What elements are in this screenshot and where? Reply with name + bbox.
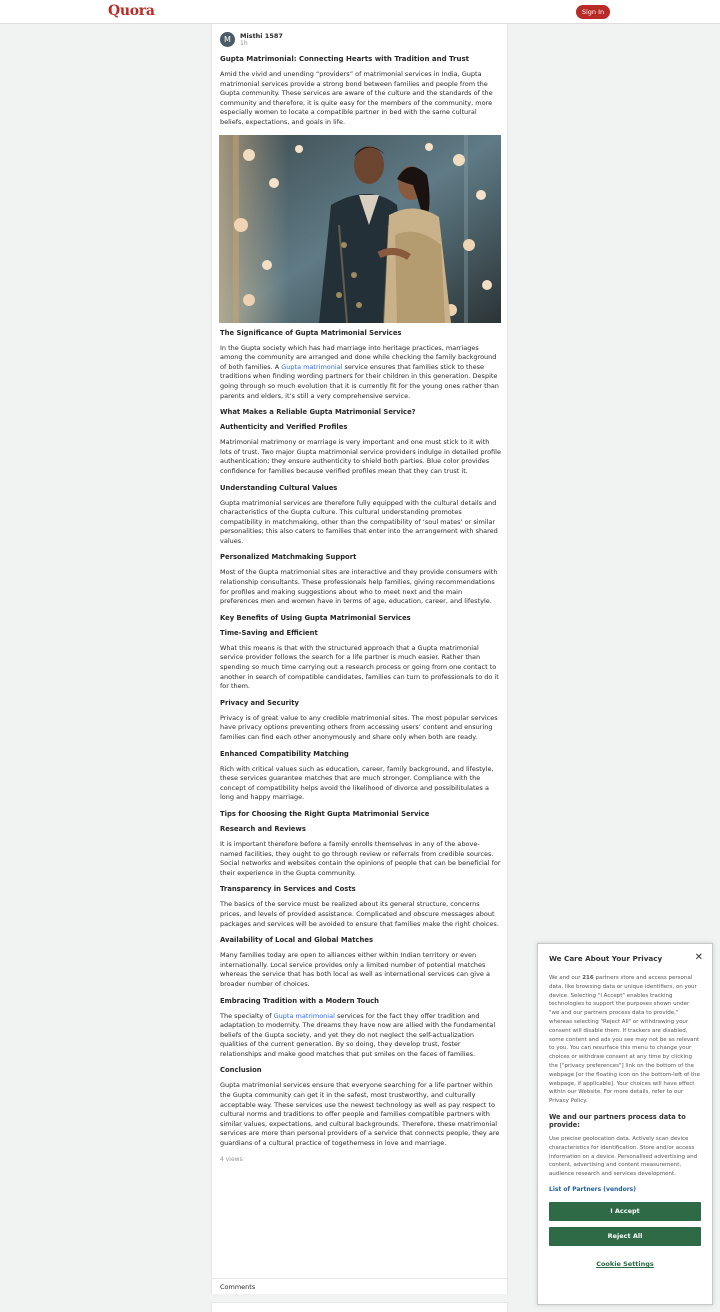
heading-benefits: Key Benefits of Using Gupta Matrimonial Services xyxy=(220,613,411,622)
heading-reliable: What Makes a Reliable Gupta Matrimonial Service? xyxy=(220,408,416,417)
cultural-values-paragraph: Gupta matrimonial services are therefore fully equipped with the cultural details and characteristics of the Gupta culture. This cultural understanding promotes compatibility in matchmaking, other than the compatibility of ‘soul mates’ or similar personalities; this also caters to families that enter into the arrangement with shared values. xyxy=(220,498,498,545)
conclusion-paragraph: Gupta matrimonial services ensure that everyone searching for a life partner within the Gupta community can get it in the safest, most trustworthy, and culturally acceptable way. These services use the newest technology as well as pay respect to cultural norms and traditions to offer people and families compatible partners with similar values, expectations, and cultural backgrounds. Therefore, these matrimonial services are more than personal providers of a service that connects people, they are guardians of a cultural practice of togetherness in love and marriage. xyxy=(220,1081,500,1148)
author-block xyxy=(220,32,283,48)
transparency-paragraph: The basics of the service must be realized about its general structure, concerns prices, and levels of provided assistance. Complicated and obscure messages about packages and services will be avoided to ensure that families make the right choices. xyxy=(220,900,499,928)
process-subtitle: We and our partners process data to provide: xyxy=(549,1112,686,1130)
process-description: Use precise geolocation data. Actively scan device characteristics for identification. Store and/or access information on a device. Personalised advertising and content, advertising and content measurement, audience research and services development. xyxy=(549,1135,698,1178)
answer-card xyxy=(211,24,508,1294)
top-bar xyxy=(0,0,720,24)
gupta-matrimonial-link[interactable]: Gupta matrimonial xyxy=(281,362,343,371)
heading-conclusion: Conclusion xyxy=(220,1066,262,1075)
partners-count: 216 xyxy=(582,975,594,981)
heading-authenticity: Authenticity and Verified Profiles xyxy=(220,423,348,432)
intro-paragraph: Amid the vivid and unending “providers” of matrimonial services in India, Gupta matrimonial services provide a strong bond between families and people from the Gupta community. These services are aware of the culture and the standards of the community and therefore, it is quite easy for the members of the community, more especially women to locate a compatible partner in bed with the same cultural beliefs, expectations, and goals in life. xyxy=(220,70,493,126)
authenticity-paragraph: Matrimonial matrimony or marriage is very important and one must stick to it with lots of trust. Two major Gupta matrimonial service providers indulge in detailed profile authentication; they ensure authenticity to shield both parties. Blue color provides confidence for families because verified profiles mean that they can trust it. xyxy=(220,438,501,475)
post-time[interactable]: 1h xyxy=(240,40,248,47)
privacy-title: We Care About Your Privacy xyxy=(549,954,663,963)
privacy-security-paragraph: Privacy is of great value to any credible matrimonial sites. The most popular services have privacy options preventing others from accessing users’ content and ensuring families can find each other anonymously and share only when both are ready. xyxy=(220,713,498,741)
significance-paragraph xyxy=(220,344,502,402)
significance-text-a: In the Gupta society which has had marriage into heritage practices, marriages among the community are arranged and done while checking the family background of both families. A xyxy=(220,343,497,371)
close-icon[interactable]: ✕ xyxy=(694,952,703,963)
cookie-settings-button[interactable]: Cookie Settings xyxy=(596,1259,654,1268)
heading-embracing: Embracing Tradition with a Modern Touch xyxy=(220,996,380,1005)
comments-button[interactable]: Comments xyxy=(212,1278,507,1294)
significance-text-b: service ensures that families stick to these traditions when finding wording partners for their children in this generation. Despite going through so much evolution that it is currently fit for the young ones rather than parents and elders, it’s still a very comprehensive service. xyxy=(220,362,499,400)
embracing-text-b: services for the fact they offer tradition and adaptation to modernity. The dreams they have now are allied with the fundamental beliefs of the Gupta society, and yet they do not neglect the self-actualization qualities of the current generation. By so doing, they develop trust, foster relationships and make good matches that put smiles on the faces of families. xyxy=(220,1011,496,1058)
avatar[interactable]: M xyxy=(220,32,235,47)
reject-all-button[interactable]: Reject All xyxy=(549,1227,701,1246)
embracing-paragraph xyxy=(220,1012,502,1060)
heading-transparency: Transparency in Services and Costs xyxy=(220,885,356,894)
post-title: Gupta Matrimonial: Connecting Hearts with Tradition and Trust xyxy=(220,55,470,63)
heading-personalized: Personalized Matchmaking Support xyxy=(220,553,357,562)
research-paragraph: It is important therefore before a family enrolls themselves in any of the above-named facilities, they ought to go through review or referrals from credible sources. Social networks and websites contain the opinions of people that can be beneficial for their experience in the Gupta community. xyxy=(220,839,501,877)
privacy-text-a: We and our xyxy=(549,975,583,981)
heading-cultural-values: Understanding Cultural Values xyxy=(220,483,338,492)
personalized-paragraph: Most of the Gupta matrimonial sites are interactive and they provide consumers with relationship consultants. These professionals help families, giving recommendations for profiles and making suggestions about who to meet next and the main preferences men and women have in terms of age, education, career, and lifestyle. xyxy=(220,568,498,606)
couple-photo[interactable] xyxy=(219,135,501,323)
time-saving-paragraph: What this means is that with the structured approach that a Gupta matrimonial service provider follows the search for a life partner is much easier. Rather than spending so much time carrying out a research process or going from one contact to another in search of compatible candidates, families can turn to professionals to do it for them. xyxy=(220,643,499,691)
compatibility-paragraph: Rich with critical values such as education, career, family background, and lifestyle, these services guarantee matches that are much stronger. Compliance with the concept of compatibility helps avoid the likelihood of divorce and possibilitulates a long and happy marriage. xyxy=(220,764,494,802)
heading-significance: The Significance of Gupta Matrimonial Services xyxy=(220,328,402,337)
privacy-consent-dialog xyxy=(537,943,713,1305)
post-content xyxy=(220,55,502,1170)
accept-button[interactable]: I Accept xyxy=(549,1202,701,1221)
heading-tips: Tips for Choosing the Right Gupta Matrimonial Service xyxy=(220,809,430,818)
author-name[interactable]: Misthi 1587 xyxy=(240,32,283,40)
privacy-description xyxy=(549,974,701,1106)
heading-compatibility: Enhanced Compatibility Matching xyxy=(220,749,349,758)
quora-logo[interactable]: Quora xyxy=(108,3,155,19)
privacy-text-b: partners store and access personal data, like browsing data or unique identifiers, on your device. Selecting "I Accept" enables tracking technologies to support the purposes shown under "we and our partners process data to provide," whereas selecting "Reject All" or withdrawing your consent will disable them. If trackers are disabled, some content and ads you see may not be as relevant to you. You can resurface this menu to change your choices or withdraw consent at any time by clicking the ["privacy preferences"] link on the bottom of the webpage [or the floating icon on the bottom-left of the webpage, if applicable]. Your choices will have effect within our Website. For more details, refer to our Privacy Policy. xyxy=(549,975,700,1105)
availability-paragraph: Many families today are open to alliances either within Indian territory or even internationally. Local service provides only a limited number of potential matches whereas the service that has both local as well as international services can give a broader number of choices. xyxy=(220,951,490,988)
partners-list-link[interactable]: List of Partners (vendors) xyxy=(549,1185,636,1193)
embracing-text-a: The specialty of xyxy=(220,1011,274,1020)
heading-privacy-security: Privacy and Security xyxy=(220,698,299,707)
heading-research: Research and Reviews xyxy=(220,824,306,833)
next-card xyxy=(211,1302,508,1312)
gupta-matrimonial-link-2[interactable]: Gupta matrimonial xyxy=(273,1011,335,1020)
view-count: 4 views xyxy=(220,1155,243,1163)
sign-in-button[interactable]: Sign In xyxy=(576,5,610,19)
heading-availability: Availability of Local and Global Matches xyxy=(220,936,373,945)
heading-time-saving: Time-Saving and Efficient xyxy=(220,628,318,637)
